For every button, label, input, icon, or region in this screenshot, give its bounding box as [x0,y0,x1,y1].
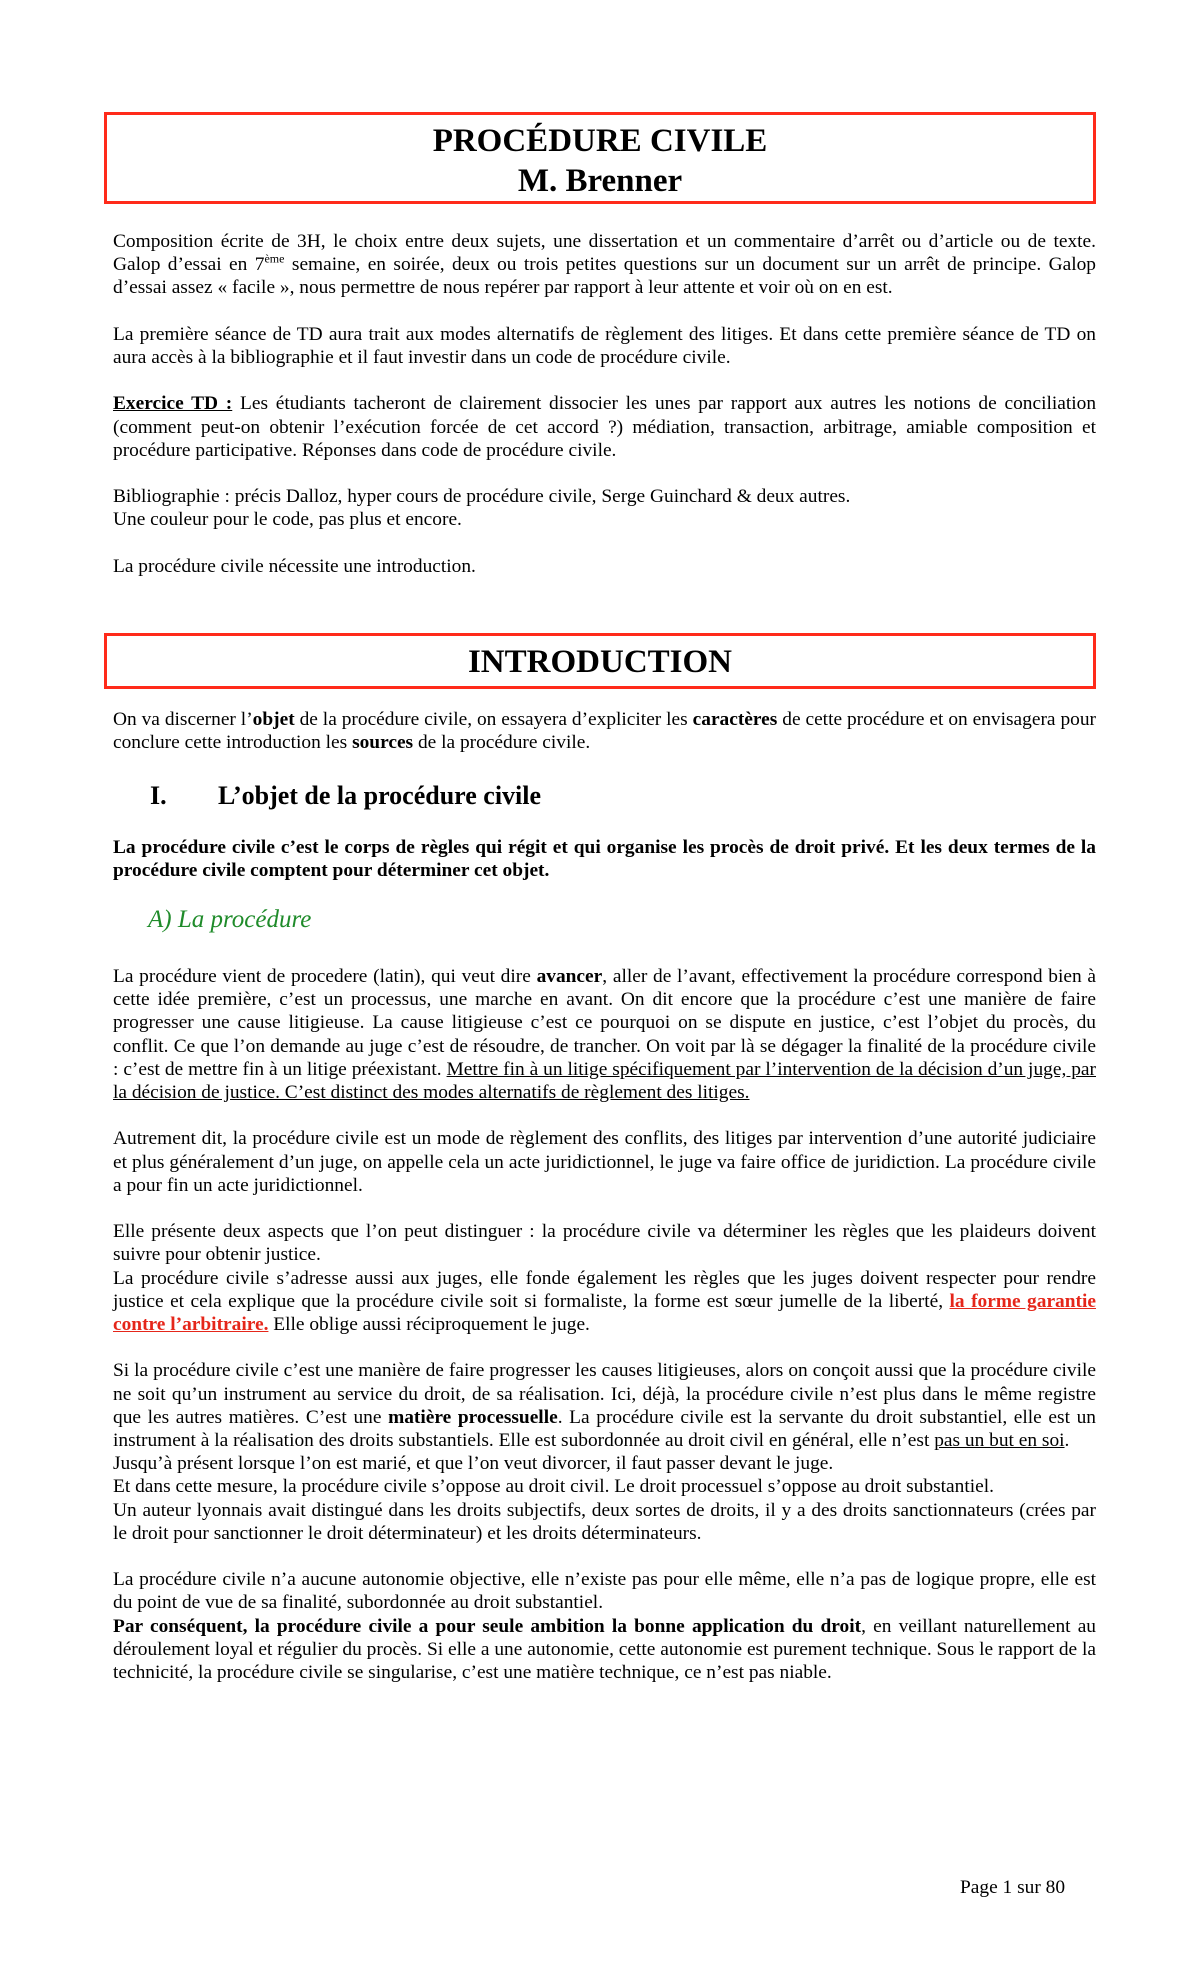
section-A-paragraph-8: Un auteur lyonnais avait distingué dans les droits subjectifs, deux sortes de droits, il y a des droits sanctionnateurs (crées par le droit pour sanctionner le droit déterminateur) et les droits déterminateurs. [113,1499,1096,1544]
section-lead: La procédure civile c’est le corps de règles qui régit et qui organise les procès de droit privé. Et les deux termes de la procédure civile comptent pour déterminer cet objet. [113,837,1096,882]
section-A-paragraph-6: Jusqu’à présent lorsque l’on est marié, et que l’on veut divorcer, il faut passer devant le juge. [113,1453,834,1475]
intro-paragraph-1: Composition écrite de 3H, le choix entre deux sujets, une dissertation et un commentaire d’arrêt ou d’article ou de texte. Galop d’essai en 7ème semaine, en soirée, deux ou trois petites questions sur un document sur un arrêt de principe. Galop d’essai assez « facile », nous permettre de nous repérer par rapport à leur attente et voir où on en est. [113,231,1097,299]
introduction-title: INTRODUCTION [467,644,733,680]
introduction-paragraph: On va discerner l’objet de la procédure civile, on essayera d’expliciter les caractères de cette procédure et on envisagera pour conclure cette introduction les sources de la procédure civile. [113,709,1096,754]
intro-paragraph-2: La première séance de TD aura trait aux modes alternatifs de règlement des litiges. Et dans cette première séance de TD on aura accès à la bibliographie et il faut investir dans un code de procédure civile. [113,323,1096,368]
section-A-paragraph-9: La procédure civile n’a aucune autonomie objective, elle n’existe pas pour elle même, elle n’a pas de logique propre, elle est du point de vue de sa finalité, subordonnée au droit substantiel. [113,1569,1096,1614]
document-title: PROCÉDURE CIVILE [432,123,768,159]
subsection-heading-A: A) La procédure [148,906,312,933]
section-A-paragraph-1: La procédure vient de procedere (latin), qui veut dire avancer, aller de l’avant, effectivement la procédure correspond bien à cette idée première, c’est un processus, une marche en avant. On dit encore que la procédure c’est une manière de faire progresser une cause litigieuse. La cause litigieuse c’est ce pourquoi on se dispute en justice, c’est l’objet du procès, du conflit. Ce que l’on demande au juge c’est de résoudre, de trancher. On voit par là se dégager la finalité de la procédure civile : c’est de mettre fin à un litige préexistant. Mettre fin à un litige spécifiquement par l’intervention de la décision d’un juge, par la décision de justice. C’est distinct des modes alternatifs de règlement des litiges. [113,966,1096,1104]
section-A-paragraph-10: Par conséquent, la procédure civile a pour seule ambition la bonne application du droit, en veillant naturellement au déroulement loyal et régulier du procès. Si elle a une autonomie, cette autonomie est purement technique. Sous le rapport de la technicité, la procédure civile se singularise, c’est une matière technique, ce n’est pas niable. [113,1615,1096,1684]
introduction-title-box [104,633,1096,689]
section-title: L’objet de la procédure civile [218,781,542,810]
bibliography-line: Bibliographie : précis Dalloz, hyper cours de procédure civile, Serge Guinchard & deux autres. [113,486,851,508]
highlighted-phrase: la forme garantie contre l’arbitraire. [113,1290,1096,1336]
code-color-line: Une couleur pour le code, pas plus et encore. [113,509,462,531]
document-title-box [104,112,1096,204]
intro-paragraph-5: La procédure civile nécessite une introduction. [113,555,476,577]
document-author: M. Brenner [517,163,683,199]
section-A-paragraph-7: Et dans cette mesure, la procédure civile s’oppose au droit civil. Le droit processuel s’oppose au droit substantiel. [113,1476,994,1498]
section-A-body [113,965,1096,1684]
section-A-paragraph-3: Elle présente deux aspects que l’on peut distinguer : la procédure civile va déterminer les règles que les plaideurs doivent suivre pour obtenir justice. [113,1221,1096,1266]
exercise-label: Exercice TD : [113,393,233,415]
intro-block [113,230,1096,578]
intro-paragraph-exercise: Exercice TD : Les étudiants tacheront de clairement dissocier les unes par rapport aux autres les notions de conciliation (comment peut-on obtenir l’exécution forcée de cet accord ?) médiation, transaction, arbitrage, amiable composition et procédure participative. Réponses dans code de procédure civile. [113,393,1097,461]
section-A-paragraph-5: Si la procédure civile c’est une manière de faire progresser les causes litigieuses, alors on conçoit aussi que la procédure civile ne soit qu’un instrument au service du droit, de sa réalisation. Ici, déjà, la procédure civile n’est plus dans le même registre que les autres matières. C’est une matière processuelle. La procédure civile est la servante du droit substantiel, elle est un instrument à la réalisation des droits substantiels. Elle est subordonnée au droit civil en général, elle n’est pas un but en soi. [113,1360,1096,1452]
page-number: Page 1 sur 80 [960,1877,1066,1898]
section-heading-I [150,780,541,812]
section-A-paragraph-4: La procédure civile s’adresse aussi aux juges, elle fonde également les règles que les juges doivent respecter pour rendre justice et cela explique que la procédure civile soit si formaliste, la forme est sœur jumelle de la liberté, la forme garantie contre l’arbitraire. Elle oblige aussi réciproquement le juge. [113,1267,1096,1336]
section-number: I. [150,781,167,810]
section-A-paragraph-2: Autrement dit, la procédure civile est un mode de règlement des conflits, des litiges par intervention d’une autorité judiciaire et plus généralement d’un juge, on appelle cela un acte juridictionnel, le juge va faire office de juridiction. La procédure civile a pour fin un acte juridictionnel. [113,1128,1096,1196]
